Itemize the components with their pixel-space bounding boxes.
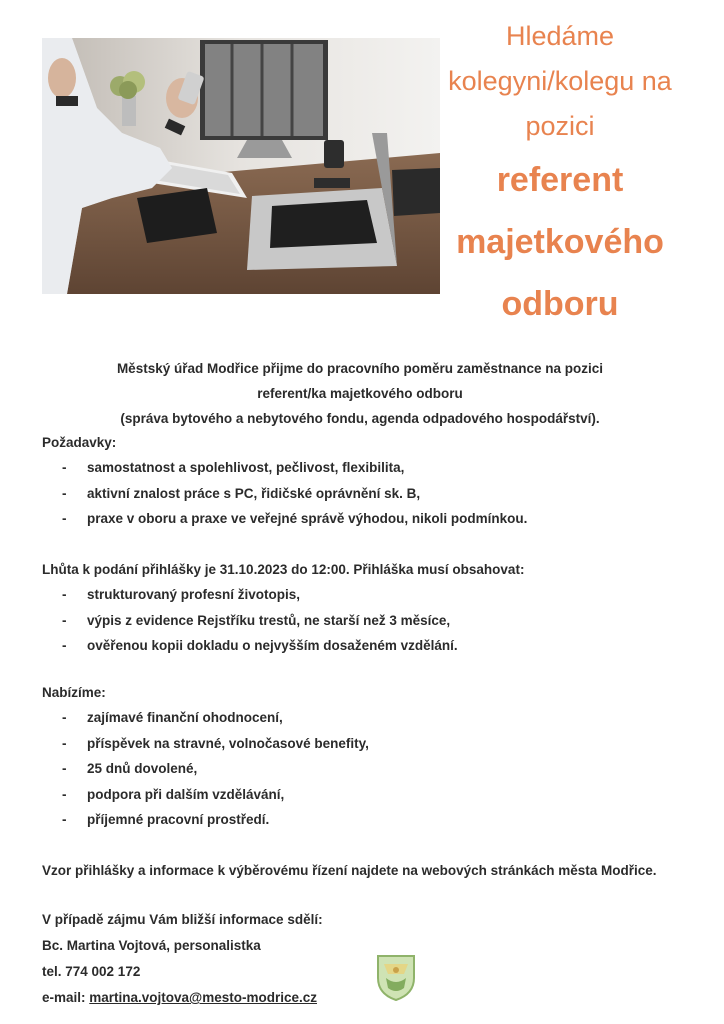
list-item: - příjemné pracovní prostředí. xyxy=(42,807,702,833)
email-link[interactable]: martina.vojtova@mesto-modrice.cz xyxy=(89,990,317,1005)
list-item: - zajímavé finanční ohodnocení, xyxy=(42,705,702,731)
headline-position-3: odboru xyxy=(501,285,619,323)
website-note: Vzor přihlášky a informace k výběrovému řízení najdete na webových stránkách města Modřice. xyxy=(42,863,657,878)
intro-line-3: (správa bytového a nebytového fondu, agenda odpadového hospodářství). xyxy=(120,411,600,426)
email-label: e-mail: xyxy=(42,990,90,1005)
headline-position-2: majetkového xyxy=(456,223,664,261)
headline-line-3: pozici xyxy=(525,111,595,141)
application-section xyxy=(42,557,702,659)
bullet-dash: - xyxy=(62,638,67,653)
bullet-dash: - xyxy=(62,761,67,776)
office-photo xyxy=(42,38,440,294)
contact-intro: V případě zájmu Vám bližší informace sdělí: xyxy=(42,912,323,927)
bullet-dash: - xyxy=(62,485,67,501)
bullet-dash: - xyxy=(62,511,67,526)
list-item: - 25 dnů dovolené, xyxy=(42,756,702,782)
headline xyxy=(430,14,690,335)
list-item: - aktivní znalost práce s PC, řidičské oprávnění sk. B, xyxy=(42,481,702,507)
requirements-heading: Požadavky: xyxy=(42,435,117,450)
town-crest-icon xyxy=(374,952,418,1002)
intro xyxy=(60,356,660,431)
bullet-dash: - xyxy=(62,587,67,602)
contact-email-row xyxy=(42,990,317,1005)
list-item: - samostatnost a spolehlivost, pečlivost, flexibilita, xyxy=(42,455,702,481)
headline-position-1: referent xyxy=(496,161,624,199)
list-item: - ověřenou kopii dokladu o nejvyšším dosaženém vzdělání. xyxy=(42,633,702,659)
bullet-dash: - xyxy=(62,612,67,628)
bullet-dash: - xyxy=(62,710,67,725)
application-list xyxy=(42,582,702,659)
bullet-dash: - xyxy=(62,735,67,751)
headline-line-1: Hledáme xyxy=(505,21,615,51)
headline-line-2: kolegyni/kolegu na xyxy=(448,66,672,96)
list-item: - praxe v oboru a praxe ve veřejné správě výhodou, nikoli podmínkou. xyxy=(42,506,702,532)
requirements-section xyxy=(42,430,702,532)
list-item: - strukturovaný profesní životopis, xyxy=(42,582,702,608)
list-item: - výpis z evidence Rejstříku trestů, ne starší než 3 měsíce, xyxy=(42,608,702,634)
offer-list xyxy=(42,705,702,833)
list-item: - podpora při dalším vzdělávání, xyxy=(42,782,702,808)
intro-line-1: Městský úřad Modřice přijme do pracovního poměru zaměstnance na pozici xyxy=(116,361,604,376)
requirements-list xyxy=(42,455,702,532)
contact-phone: tel. 774 002 172 xyxy=(42,964,141,979)
list-item: - příspěvek na stravné, volnočasové benefity, xyxy=(42,731,702,757)
intro-line-2: referent/ka majetkového odboru xyxy=(257,386,463,401)
offer-section xyxy=(42,680,702,833)
bullet-dash: - xyxy=(62,786,67,802)
contact-name: Bc. Martina Vojtová, personalistka xyxy=(42,938,261,953)
bullet-dash: - xyxy=(62,460,67,475)
offer-heading: Nabízíme: xyxy=(42,685,106,700)
bullet-dash: - xyxy=(62,812,67,827)
application-heading: Lhůta k podání přihlášky je 31.10.2023 do 12:00. Přihláška musí obsahovat: xyxy=(42,562,525,577)
